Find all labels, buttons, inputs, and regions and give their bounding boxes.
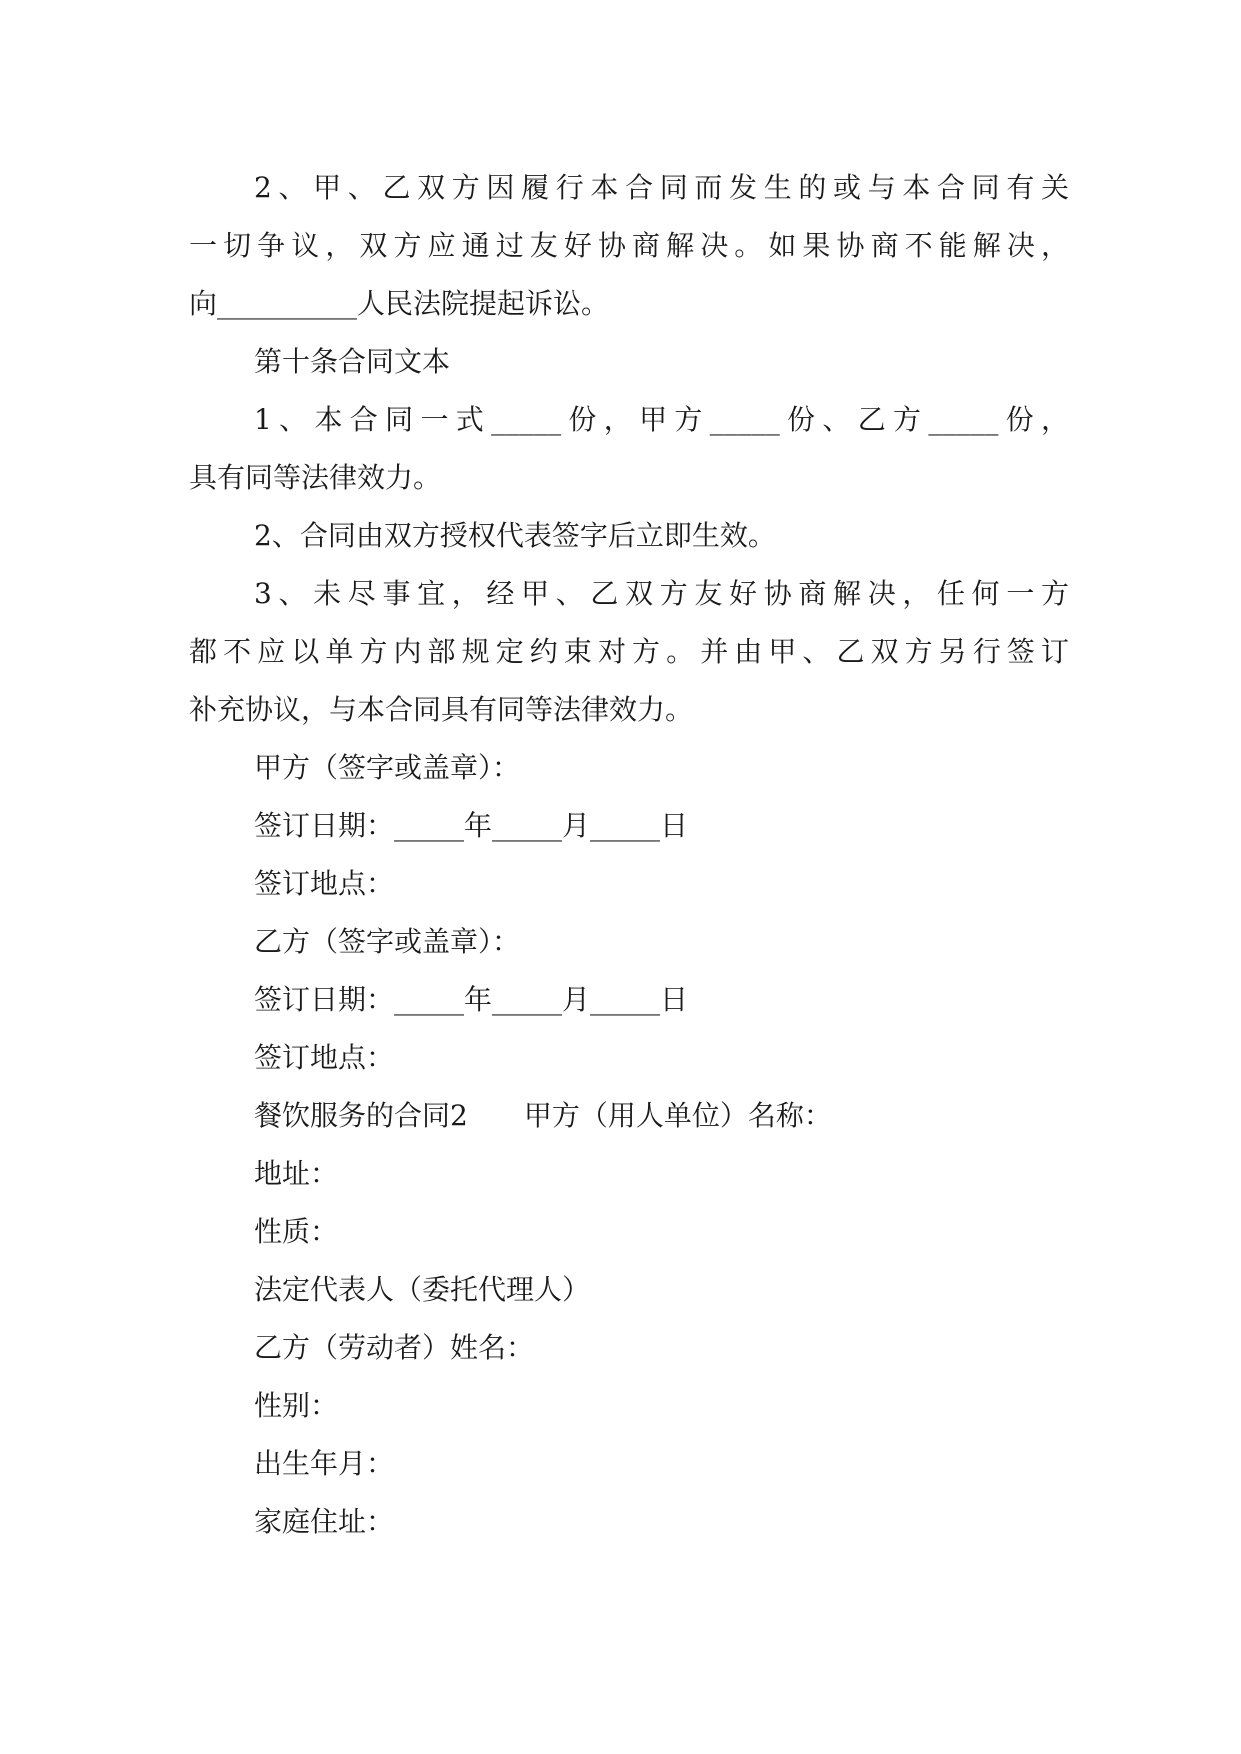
field-worker-name: 乙方（劳动者）姓名： bbox=[254, 1331, 535, 1364]
paragraph-line: 向__________人民法院提起诉讼。 bbox=[189, 287, 610, 320]
signing-place-b: 签订地点： bbox=[254, 1041, 395, 1074]
paragraph-line: 3、未尽事宜，经甲、乙双方友好协商解决，任何一方 bbox=[254, 577, 1069, 610]
field-home-address: 家庭住址： bbox=[254, 1505, 395, 1538]
field-gender: 性别： bbox=[254, 1389, 339, 1422]
signing-place-a: 签订地点： bbox=[254, 867, 395, 900]
signing-date-a: 签订日期：_____年_____月_____日 bbox=[254, 809, 689, 842]
field-legal-representative: 法定代表人（委托代理人） bbox=[254, 1273, 591, 1306]
field-address: 地址： bbox=[254, 1157, 339, 1190]
field-nature: 性质： bbox=[254, 1215, 339, 1248]
contract-title-line: 餐饮服务的合同2 甲方（用人单位）名称： bbox=[254, 1099, 832, 1132]
paragraph-line: 2、合同由双方授权代表签字后立即生效。 bbox=[254, 519, 776, 552]
field-birth-date: 出生年月： bbox=[254, 1447, 395, 1480]
paragraph-line: 都不应以单方内部规定约束对方。并由甲、乙双方另行签订 bbox=[189, 635, 1069, 668]
paragraph-line: 一切争议，双方应通过友好协商解决。如果协商不能解决， bbox=[189, 229, 1069, 262]
paragraph-line: 具有同等法律效力。 bbox=[189, 461, 442, 494]
paragraph-line: 1、本合同一式_____份，甲方_____份、乙方_____份， bbox=[254, 403, 1069, 436]
section-heading: 第十条合同文本 bbox=[254, 345, 451, 378]
signature-party-a: 甲方（签字或盖章）： bbox=[254, 751, 521, 784]
signing-date-b: 签订日期：_____年_____月_____日 bbox=[254, 983, 689, 1016]
paragraph-line: 补充协议，与本合同具有同等法律效力。 bbox=[189, 693, 694, 726]
signature-party-b: 乙方（签字或盖章）： bbox=[254, 925, 521, 958]
paragraph-line: 2、甲、乙双方因履行本合同而发生的或与本合同有关 bbox=[254, 171, 1069, 204]
